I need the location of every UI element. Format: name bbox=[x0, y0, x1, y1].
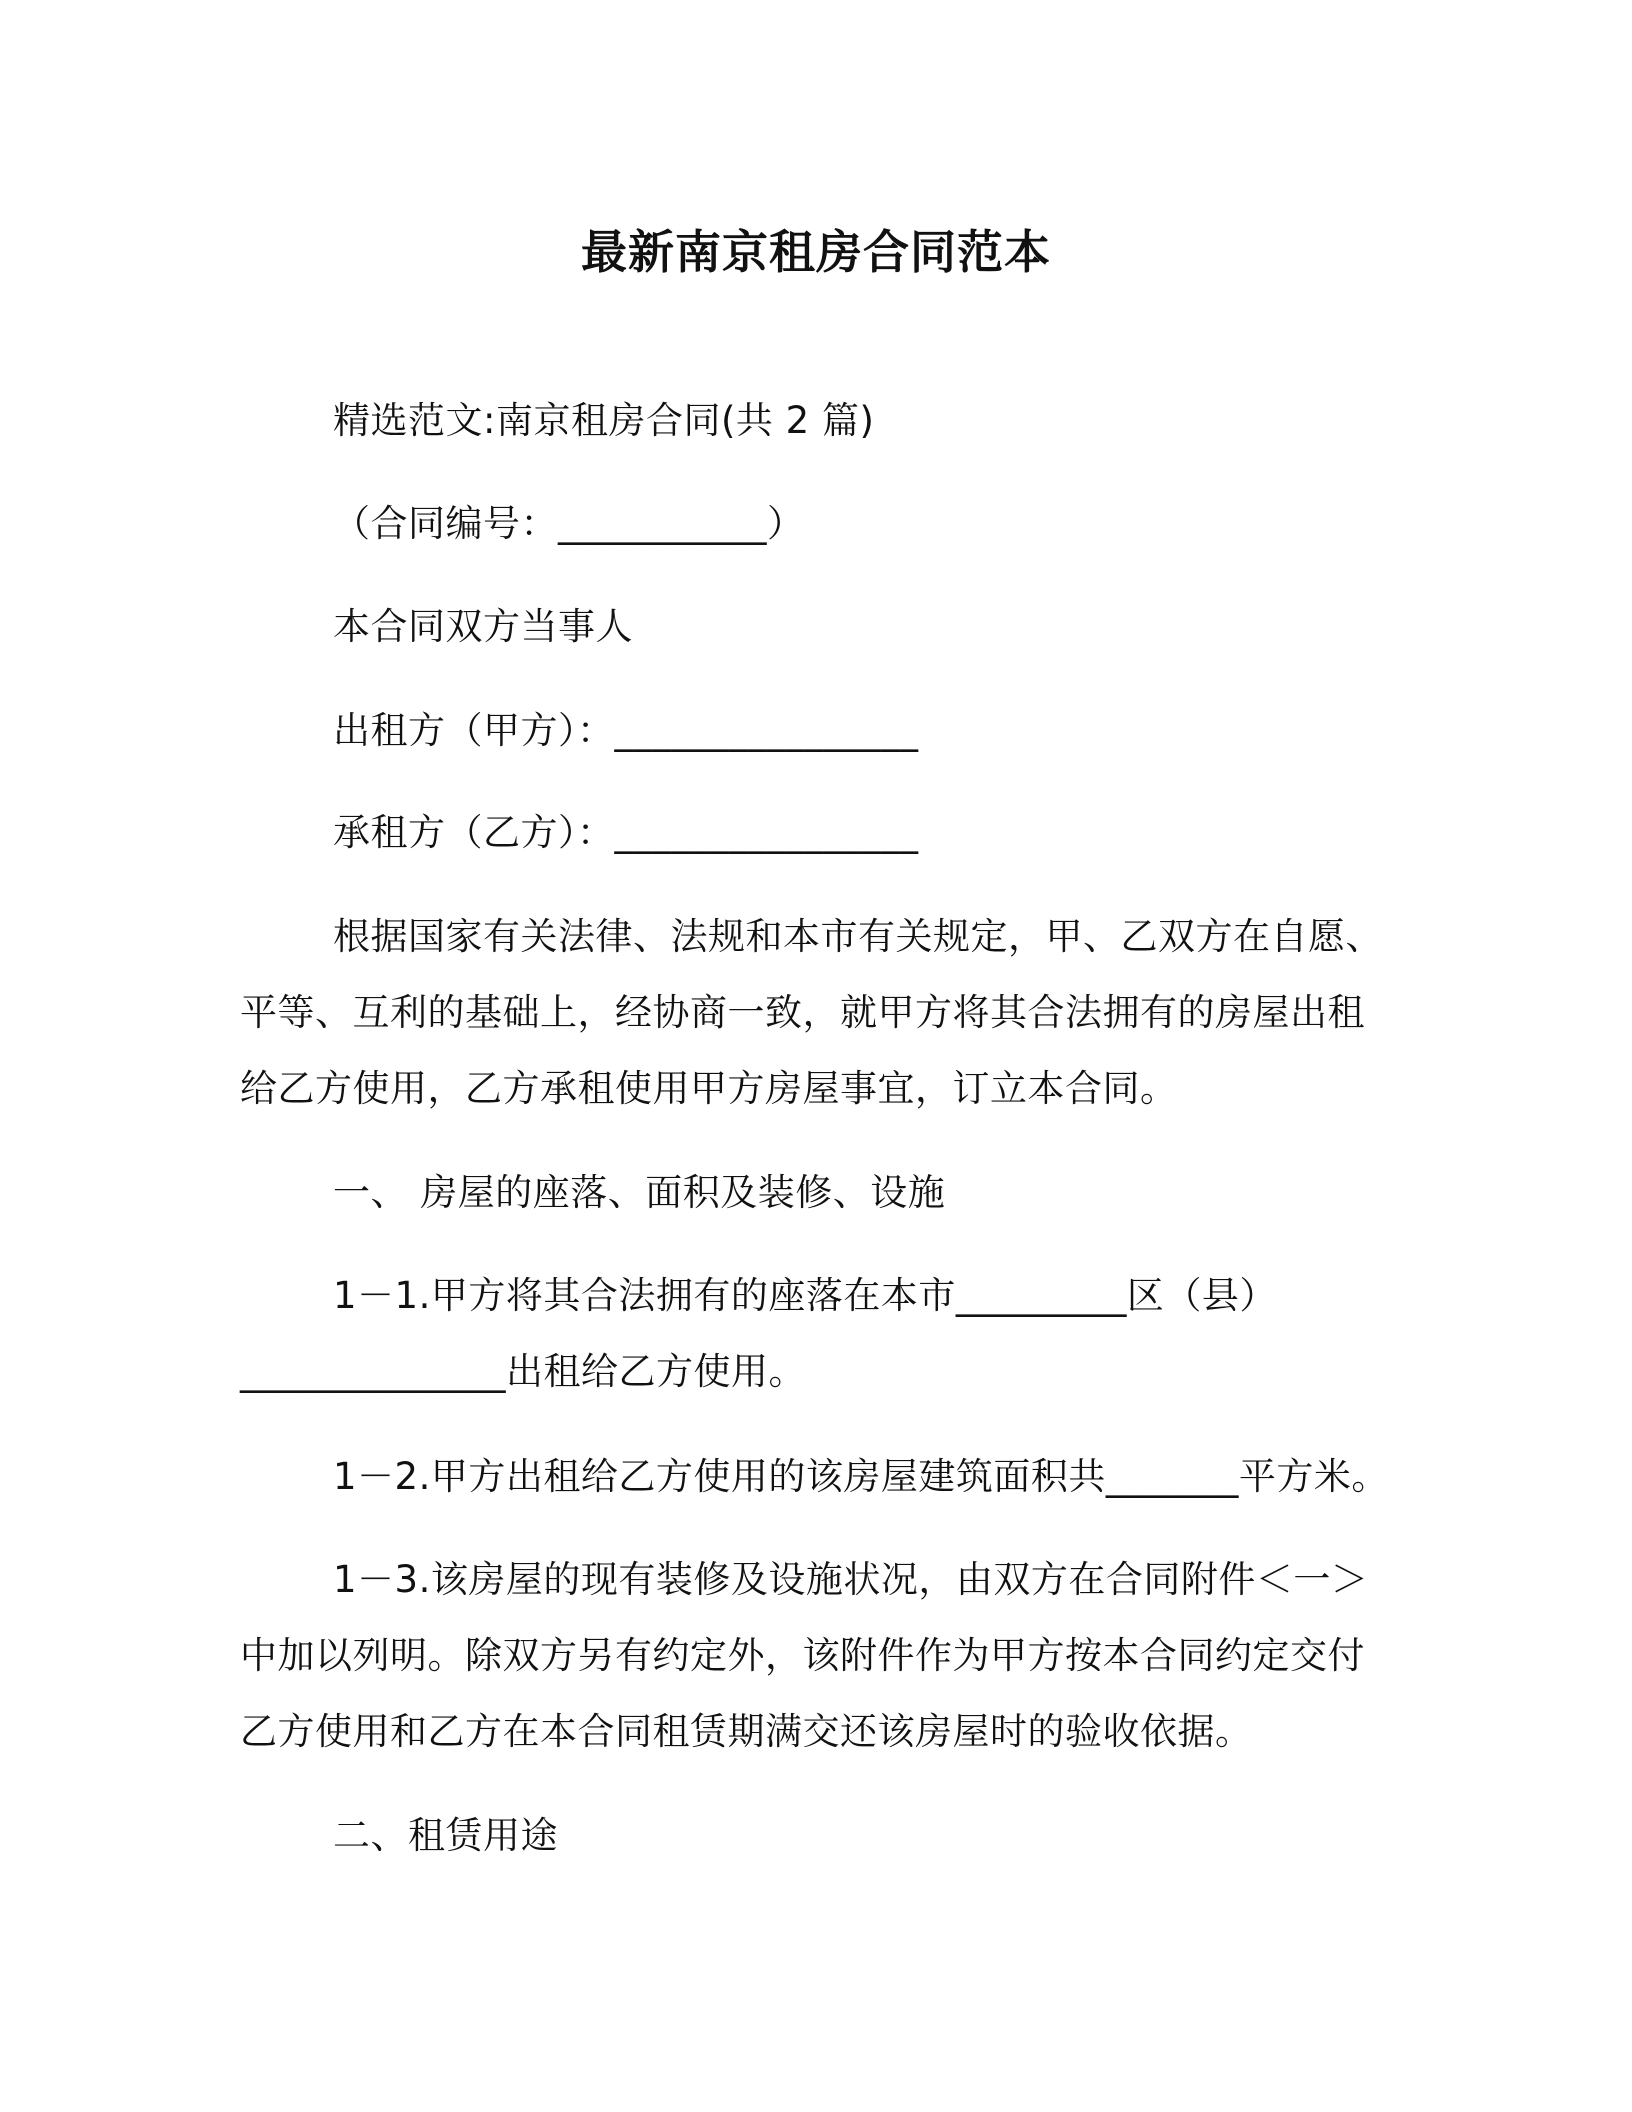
preamble-line-3: 给乙方使用，乙方承租使用甲方房屋事宜，订立本合同。 bbox=[240, 1067, 1178, 1110]
parties-intro: 本合同双方当事人 bbox=[333, 605, 633, 648]
clause-1-1-line-1: 1－1.甲方将其合法拥有的座落在本市_________区（县） bbox=[333, 1274, 1277, 1317]
preamble-line-2: 平等、互利的基础上，经协商一致，就甲方将其合法拥有的房屋出租 bbox=[240, 991, 1365, 1034]
lessor-line: 出租方（甲方）：________________ bbox=[333, 709, 919, 752]
contract-number-line: （合同编号：___________） bbox=[333, 502, 805, 545]
section-2-heading: 二、租赁用途 bbox=[333, 1814, 558, 1857]
document-subtitle: 精选范文:南京租房合同(共 2 篇) bbox=[333, 399, 875, 442]
clause-1-3-line-2: 中加以列明。除双方另有约定外，该附件作为甲方按本合同约定交付 bbox=[240, 1634, 1365, 1677]
document-title: 最新南京租房合同范本 bbox=[581, 225, 1051, 279]
preamble-line-1: 根据国家有关法律、法规和本市有关规定，甲、乙双方在自愿、 bbox=[333, 915, 1383, 958]
clause-1-1-line-2: ______________出租给乙方使用。 bbox=[240, 1350, 806, 1393]
lessee-line: 承租方（乙方）：________________ bbox=[333, 811, 919, 854]
clause-1-2: 1－2.甲方出租给乙方使用的该房屋建筑面积共_______平方米。 bbox=[333, 1455, 1389, 1498]
clause-1-3-line-3: 乙方使用和乙方在本合同租赁期满交还该房屋时的验收依据。 bbox=[240, 1710, 1253, 1753]
section-1-heading: 一、 房屋的座落、面积及装修、设施 bbox=[333, 1171, 946, 1214]
clause-1-3-line-1: 1－3.该房屋的现有装修及设施状况，由双方在合同附件＜一＞ bbox=[333, 1558, 1369, 1601]
